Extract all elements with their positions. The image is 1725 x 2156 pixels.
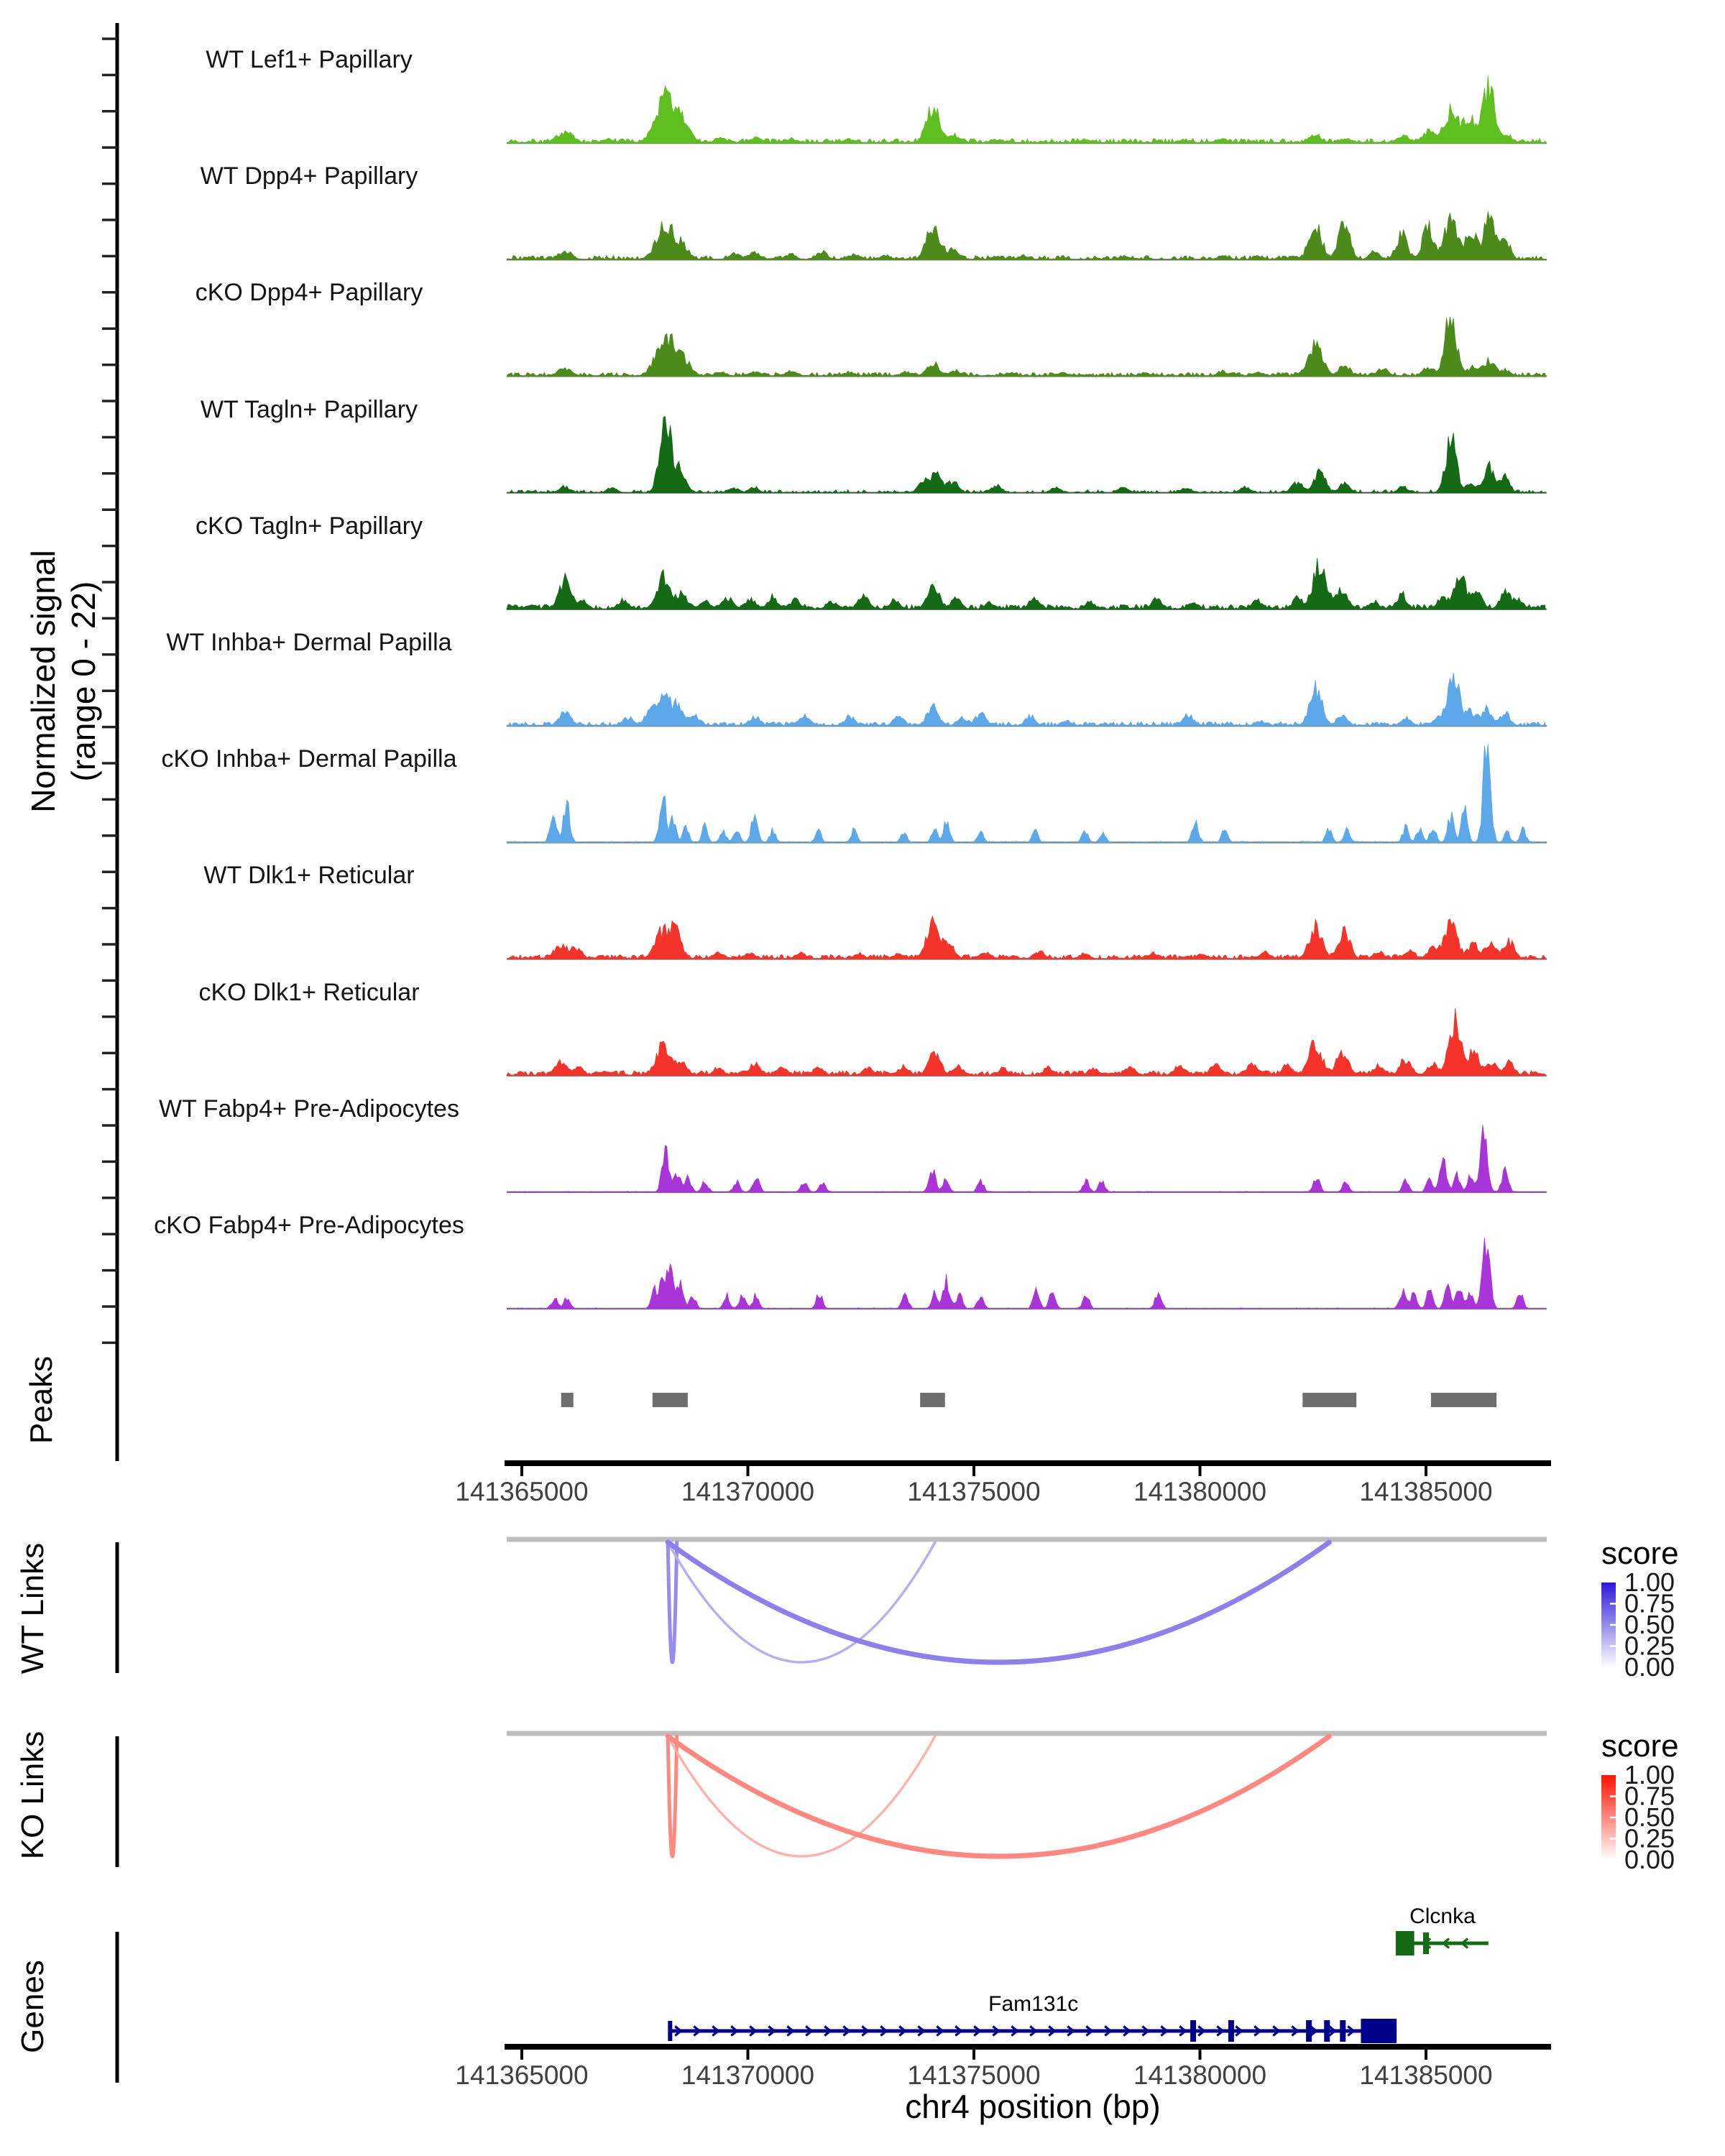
- track-label-11: cKO Fabp4+ Pre-Adipocytes: [154, 1212, 464, 1239]
- gene-terminal-exon-Fam131c: [1361, 2019, 1397, 2043]
- signal-area-8: [507, 916, 1545, 959]
- ko-links-section-label: KO Links: [15, 1731, 50, 1860]
- peak-interval-3: [920, 1393, 945, 1407]
- track-label-7: cKO Inhba+ Dermal Papilla: [161, 745, 457, 773]
- y-axis-title: [23, 394, 104, 969]
- y-axis-title-line1: Normalized signal: [24, 550, 62, 813]
- track-label-5: cKO Tagln+ Papillary: [196, 512, 423, 540]
- signal-area-5: [507, 558, 1545, 609]
- wt-links-section-label: WT Links: [15, 1542, 50, 1674]
- genes-section-label: Genes: [15, 1960, 50, 2053]
- gene-exon-tick-Fam131c: [1324, 2020, 1330, 2042]
- genomic-axis-tick-label: 141375000: [907, 2060, 1041, 2090]
- link-arc-ko-1: [668, 1736, 677, 1856]
- track-label-6: WT Inhba+ Dermal Papilla: [166, 629, 452, 656]
- gene-exon-tick-Fam131c: [1306, 2020, 1312, 2042]
- genomic-axis-tick-label: 141370000: [681, 2060, 815, 2090]
- genomic-axis-tick-label: 141385000: [1359, 1477, 1493, 1506]
- peak-interval-4: [1302, 1393, 1356, 1407]
- gene-terminal-exon-Clcnka: [1396, 1931, 1414, 1955]
- gene-exon-tick-Fam131c: [1228, 2020, 1234, 2042]
- gene-exon-tick-Fam131c: [1340, 2020, 1346, 2042]
- link-arc-ko-2: [668, 1736, 935, 1856]
- genomic-axis-tick-label: 141380000: [1133, 2060, 1267, 2090]
- legend-title: score: [1601, 1728, 1679, 1764]
- gene-name-Clcnka: Clcnka: [1409, 1904, 1476, 1928]
- x-axis-title: chr4 position (bp): [905, 2088, 1161, 2125]
- signal-area-6: [507, 673, 1545, 726]
- legend-tick-label: 0.50: [1624, 1802, 1675, 1832]
- signal-area-7: [507, 745, 1545, 843]
- gene-exon-tick-Fam131c: [1190, 2020, 1196, 2042]
- legend-tick-label: 0.75: [1624, 1781, 1675, 1811]
- signal-area-9: [507, 1008, 1545, 1076]
- peak-interval-5: [1431, 1393, 1496, 1407]
- peak-interval-1: [561, 1393, 574, 1407]
- legend-tick-label: 0.00: [1624, 1652, 1675, 1682]
- link-arc-wt-1: [668, 1542, 677, 1662]
- track-label-4: WT Tagln+ Papillary: [200, 395, 418, 423]
- legend-tick-label: 0.25: [1624, 1823, 1675, 1853]
- genomic-axis-tick-label: 141380000: [1133, 1477, 1267, 1506]
- link-arc-wt-3: [668, 1542, 1329, 1662]
- gene-name-Fam131c: Fam131c: [988, 1992, 1079, 2016]
- legend-tick-label: 0.75: [1624, 1588, 1675, 1618]
- peaks-section-label: Peaks: [24, 1355, 59, 1445]
- genomic-axis-tick-label: 141375000: [907, 1477, 1041, 1506]
- signal-area-1: [507, 75, 1545, 144]
- track-label-8: WT Dlk1+ Reticular: [203, 862, 415, 890]
- link-arc-ko-3: [668, 1736, 1329, 1856]
- legend-tick-label: 1.00: [1624, 1760, 1675, 1789]
- y-axis-title-line2: (range 0 - 22): [65, 581, 102, 782]
- genomic-axis-tick-label: 141365000: [455, 1477, 589, 1506]
- legend-tick-label: 0.00: [1624, 1845, 1675, 1874]
- track-label-2: WT Dpp4+ Papillary: [200, 162, 418, 190]
- genomic-axis-tick-label: 141385000: [1359, 2060, 1493, 2090]
- signal-area-2: [507, 212, 1545, 260]
- link-arc-wt-2: [668, 1542, 935, 1662]
- genomic-axis-tick-label: 141370000: [681, 1477, 815, 1506]
- track-label-9: cKO Dlk1+ Reticular: [198, 978, 420, 1006]
- signal-area-4: [507, 417, 1545, 493]
- legend-tick-label: 1.00: [1624, 1567, 1675, 1597]
- gene-exon-tick-Clcnka: [1423, 1932, 1429, 1954]
- track-label-3: cKO Dpp4+ Papillary: [195, 279, 423, 307]
- legend-tick-label: 0.25: [1624, 1631, 1675, 1661]
- legend-title: score: [1601, 1536, 1679, 1571]
- track-label-1: WT Lef1+ Papillary: [206, 46, 413, 73]
- track-label-10: WT Fabp4+ Pre-Adipocytes: [159, 1095, 459, 1123]
- gene-start-tick-Fam131c: [668, 2021, 672, 2041]
- genomic-axis-tick-label: 141365000: [455, 2060, 589, 2090]
- peak-interval-2: [653, 1393, 688, 1407]
- signal-area-3: [507, 317, 1545, 377]
- legend-tick-label: 0.50: [1624, 1610, 1675, 1639]
- signal-area-10: [507, 1125, 1545, 1192]
- signal-area-11: [507, 1238, 1545, 1309]
